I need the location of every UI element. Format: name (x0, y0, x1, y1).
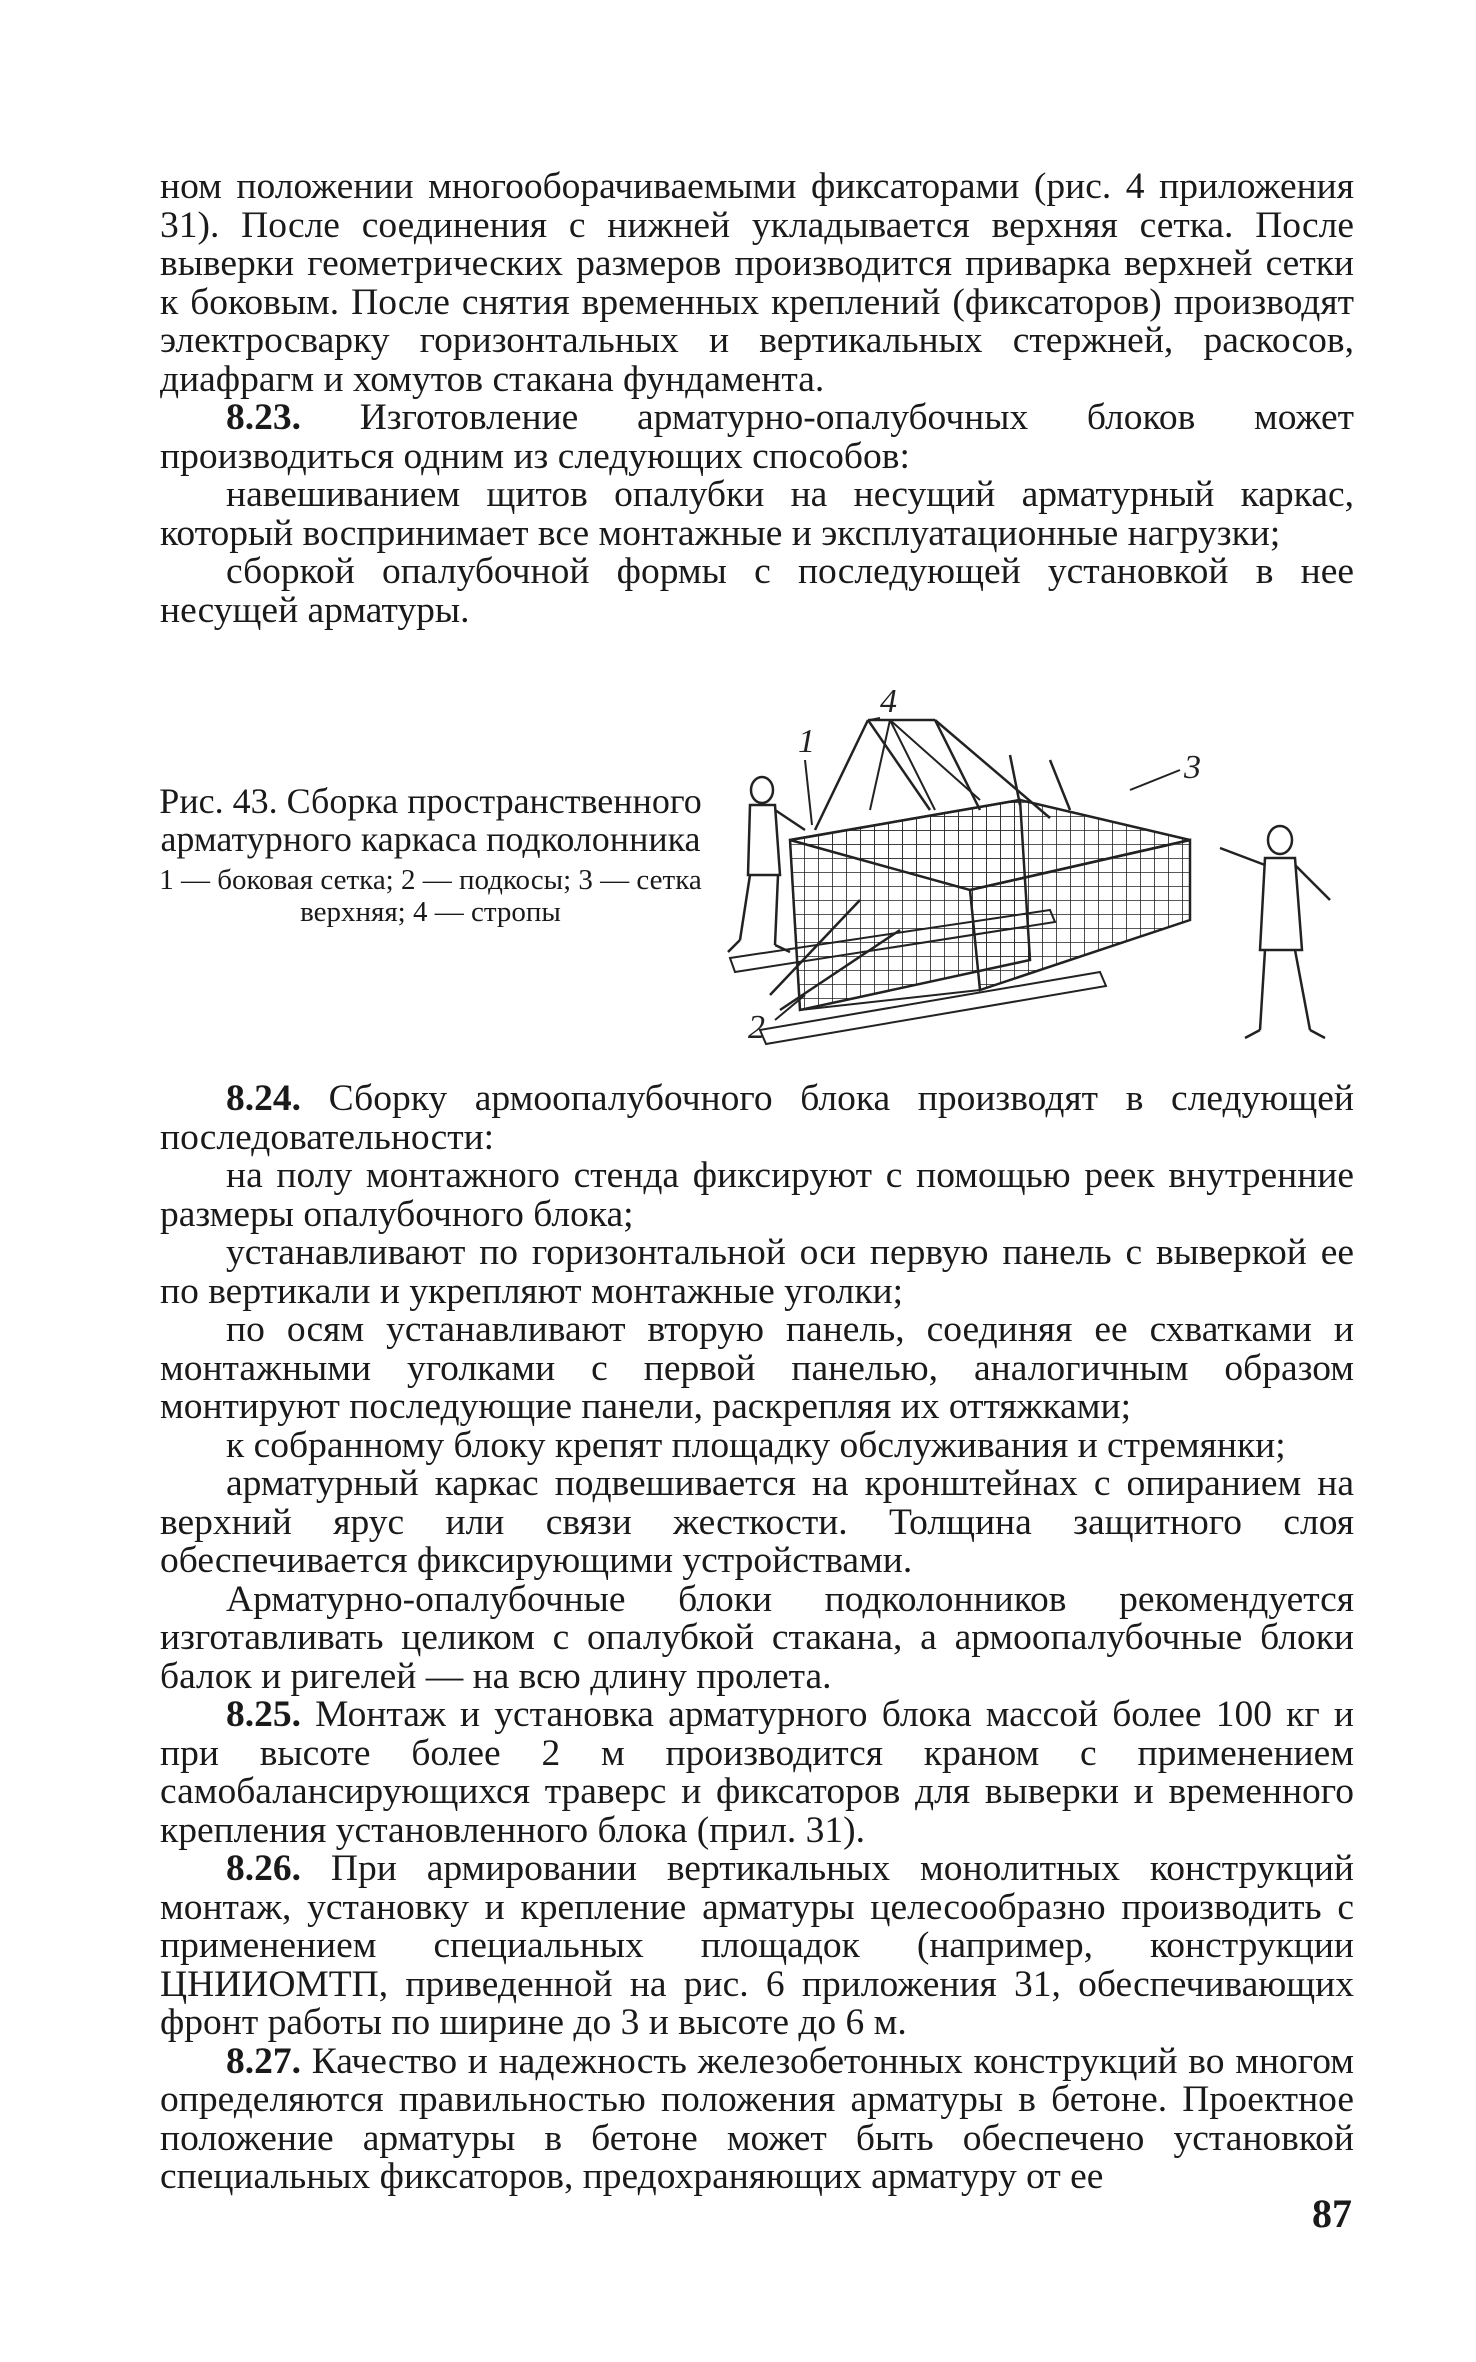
page-number: 87 (1312, 2191, 1352, 2236)
label-4: 4 (880, 690, 897, 720)
label-3: 3 (1184, 749, 1201, 786)
worker-right (1220, 826, 1330, 1038)
figure-caption (158, 782, 703, 928)
section-number: 8.25. (226, 1694, 301, 1735)
paragraph: 8.27. Качество и надежность железобетонных конструкций во многом определяются правильностью положения арматуры в бетоне. Проектное положение арматуры в бетоне может быть обеспечено установкой специальных фиксаторов, предохраняющих арматуру от ее (160, 2040, 1354, 2197)
section-number: 8.27. (226, 2040, 301, 2082)
label-2: 2 (748, 1009, 765, 1046)
paragraph: арматурный каркас подвешивается на кронштейнах с опиранием на верхний ярус или связи жесткости. Толщина защитного слоя обеспечивается фиксирующими устройствами. (160, 1463, 1354, 1581)
paragraph: 8.26. При армировании вертикальных монолитных конструкций монтаж, установку и крепление арматуры целесообразно производить с применением специальных площадок (например, конструкции ЦНИИОМТП, приведенной на рис. 6 приложения 31, обеспечивающих фронт работы по ширине до 3 и высоте до 6 м. (160, 1848, 1354, 2043)
paragraph: ном положении многооборачиваемыми фиксаторами (рис. 4 приложения 31). После соединения с нижней укладывается верхняя сетка. После выверки геометрических размеров производится приварка верхней сетки к боковым. После снятия временных креплений (фиксаторов) производят электросварку горизонтальных и вертикальных стержней, раскосов, диафрагм и хомутов стакана фундамента. (160, 166, 1354, 400)
paragraph: 8.25. Монтаж и установка арматурного блока массой более 100 кг и при высоте более 2 м производится краном с применением самобалансирующихся траверс и фиксаторов для выверки и временного крепления установленного блока (прил. 31). (160, 1694, 1354, 1851)
paragraph: к собранному блоку крепят площадку обслуживания и стремянки; (226, 1424, 1286, 1466)
caption-legend: 1 — боковая сетка; 2 — подкосы; 3 — сетка верхняя; 4 — стропы (159, 864, 702, 928)
paragraph: навешиванием щитов опалубки на несущий арматурный каркас, который воспринимает все монтажные и эксплуатационные нагрузки; (160, 474, 1354, 554)
paragraph: по осям устанавливают вторую панель, соединяя ее схватками и монтажными уголками с первой панелью, аналогичным образом монтируют последующие панели, раскрепляя их оттяжками; (160, 1309, 1354, 1427)
paragraph: на полу монтажного стенда фиксируют с помощью реек внутренние размеры опалубочного блока; (160, 1155, 1354, 1235)
bottom-text-block (160, 1080, 1354, 2197)
paragraph: устанавливают по горизонтальной оси первую панель с выверкой ее по вертикали и укрепляют монтажные уголки; (160, 1232, 1354, 1312)
paragraph: сборкой опалубочной формы с последующей установкой в нее несущей арматуры. (160, 551, 1354, 631)
figure-43 (150, 690, 1360, 1060)
caption-title: Рис. 43. Сборка пространственного арматурного каркаса подколонника (159, 781, 702, 859)
paragraph: 8.24. Сборку армоопалубочного блока производят в следующей последовательности: (160, 1078, 1354, 1158)
paragraph: Арматурно-опалубочные блоки подколонников рекомендуется изготавливать целиком с опалубкой стакана, а армоопалубочные блоки балок и ригелей — на всю длину пролета. (160, 1578, 1354, 1697)
section-number: 8.23. (226, 397, 301, 438)
label-1: 1 (798, 723, 815, 760)
section-number: 8.26. (226, 1848, 301, 1889)
paragraph: 8.23. Изготовление арматурно-опалубочных блоков может производиться одним из следующих способов: (160, 397, 1354, 477)
rebar-cage-illustration (720, 690, 1360, 1060)
top-text-block (160, 168, 1354, 630)
section-number: 8.24. (226, 1078, 301, 1119)
